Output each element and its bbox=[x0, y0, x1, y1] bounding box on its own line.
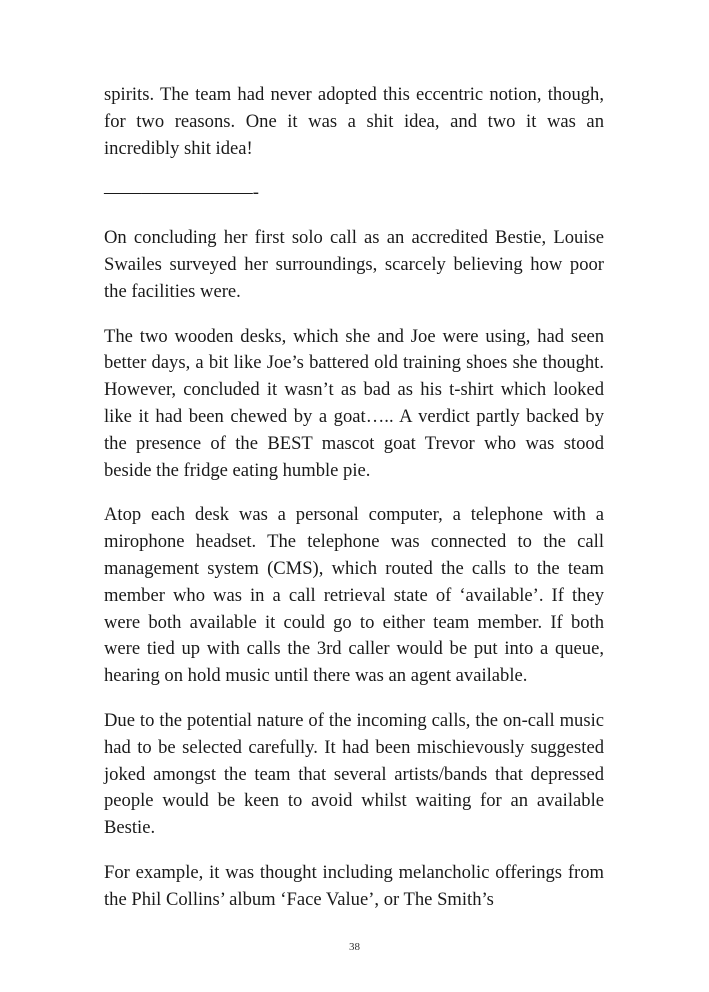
page-body bbox=[104, 82, 604, 914]
paragraph-6: For example, it was thought including melancholic offerings from the Phil Collins’ album ‘Face Value’, or The Smith’s bbox=[104, 861, 604, 910]
page-number: 38 bbox=[349, 941, 360, 953]
paragraph-2: On concluding her first solo call as an accredited Bestie, Louise Swailes surveyed her surroundings, scarcely believing how poor the facilities were. bbox=[104, 227, 604, 302]
paragraph-4: Atop each desk was a personal computer, a telephone with a mirophone headset. The telephone was connected to the call management system (CMS), which routed the calls to the team member who was in a call retrieval state of ‘available’. If they were both available it could go to either team member. If both were tied up with calls the 3rd caller would be put into a queue, hearing on hold music until there was an agent available. bbox=[104, 504, 604, 687]
paragraph-1: spirits. The team had never adopted this eccentric notion, though, for two reasons. One it was a shit idea, and two it was an incredibly shit idea! bbox=[104, 84, 604, 159]
section-divider: ————————- bbox=[104, 182, 259, 204]
paragraph-5: Due to the potential nature of the incoming calls, the on-call music had to be selected carefully. It had been mischievously suggested joked amongst the team that several artists/bands that depressed people would be keen to avoid whilst waiting for an available Bestie. bbox=[104, 709, 604, 839]
paragraph-3: The two wooden desks, which she and Joe were using, had seen better days, a bit like Joe’s battered old training shoes she thought. However, concluded it wasn’t as bad as his t-shirt which looked like it had been chewed by a goat….. A verdict partly backed by the presence of the BEST mascot goat Trevor who was stood beside the fridge eating humble pie. bbox=[104, 325, 604, 481]
